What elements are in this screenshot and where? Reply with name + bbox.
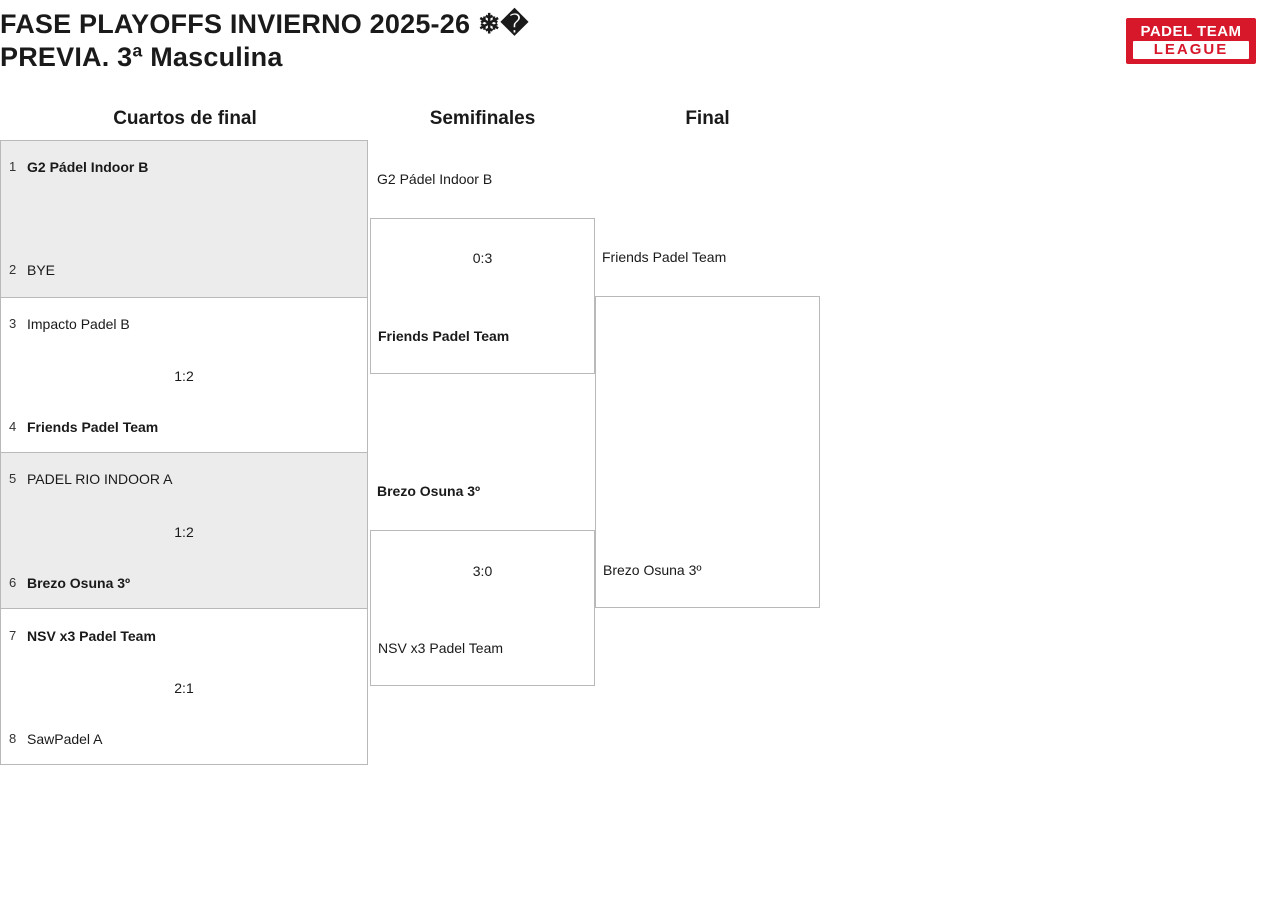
semifinal-1-bottom-team: Friends Padel Team — [378, 328, 510, 344]
quarterfinal-match-4[interactable] — [0, 608, 368, 765]
team-name: G2 Pádel Indoor B — [27, 159, 149, 175]
final-match[interactable] — [595, 296, 820, 608]
seed-number: 5 — [9, 471, 17, 486]
semifinal-1-top-team: G2 Pádel Indoor B — [377, 171, 493, 187]
seed-number: 7 — [9, 628, 17, 643]
team-name: Brezo Osuna 3º — [27, 575, 131, 591]
semifinal-2-top-team: Brezo Osuna 3º — [377, 483, 481, 499]
round-heading-quarterfinals: Cuartos de final — [113, 108, 257, 129]
seed-number: 3 — [9, 316, 17, 331]
semifinal-match-2[interactable] — [370, 530, 595, 686]
semifinal-2-bottom-team: NSV x3 Padel Team — [378, 640, 504, 656]
seed-number: 8 — [9, 731, 17, 746]
page-title-line-1: FASE PLAYOFFS INVIERNO 2025-26 ❄� — [0, 9, 529, 39]
round-heading-semifinals: Semifinales — [429, 108, 536, 129]
semifinal-1-score: 0:3 — [472, 250, 493, 266]
round-heading-final: Final — [685, 108, 730, 129]
semifinal-match-1[interactable] — [370, 218, 595, 374]
logo-bottom-text: LEAGUE — [1133, 41, 1249, 59]
page-title-line-2: PREVIA. 3ª Masculina — [0, 42, 283, 72]
team-name: Impacto Padel B — [27, 316, 130, 332]
team-name: BYE — [27, 262, 56, 278]
quarterfinal-match-2[interactable] — [0, 297, 368, 453]
match-score: 1:2 — [174, 368, 194, 384]
match-score: 2:1 — [174, 680, 194, 696]
seed-number: 4 — [9, 419, 17, 434]
team-name: NSV x3 Padel Team — [27, 628, 156, 644]
final-bottom-team: Brezo Osuna 3º — [603, 562, 702, 578]
team-name: SawPadel A — [27, 731, 103, 747]
semifinal-2-score: 3:0 — [472, 563, 493, 579]
seed-number: 6 — [9, 575, 17, 590]
quarterfinal-match-3[interactable] — [0, 452, 368, 609]
seed-number: 2 — [9, 262, 17, 277]
logo-top-text: PADEL TEAM — [1140, 22, 1242, 40]
team-name: PADEL RIO INDOOR A — [27, 471, 173, 487]
final-top-team: Friends Padel Team — [602, 249, 727, 265]
team-name: Friends Padel Team — [27, 419, 159, 435]
seed-number: 1 — [9, 159, 17, 174]
quarterfinal-match-1[interactable] — [0, 140, 368, 298]
match-score: 1:2 — [174, 524, 194, 540]
